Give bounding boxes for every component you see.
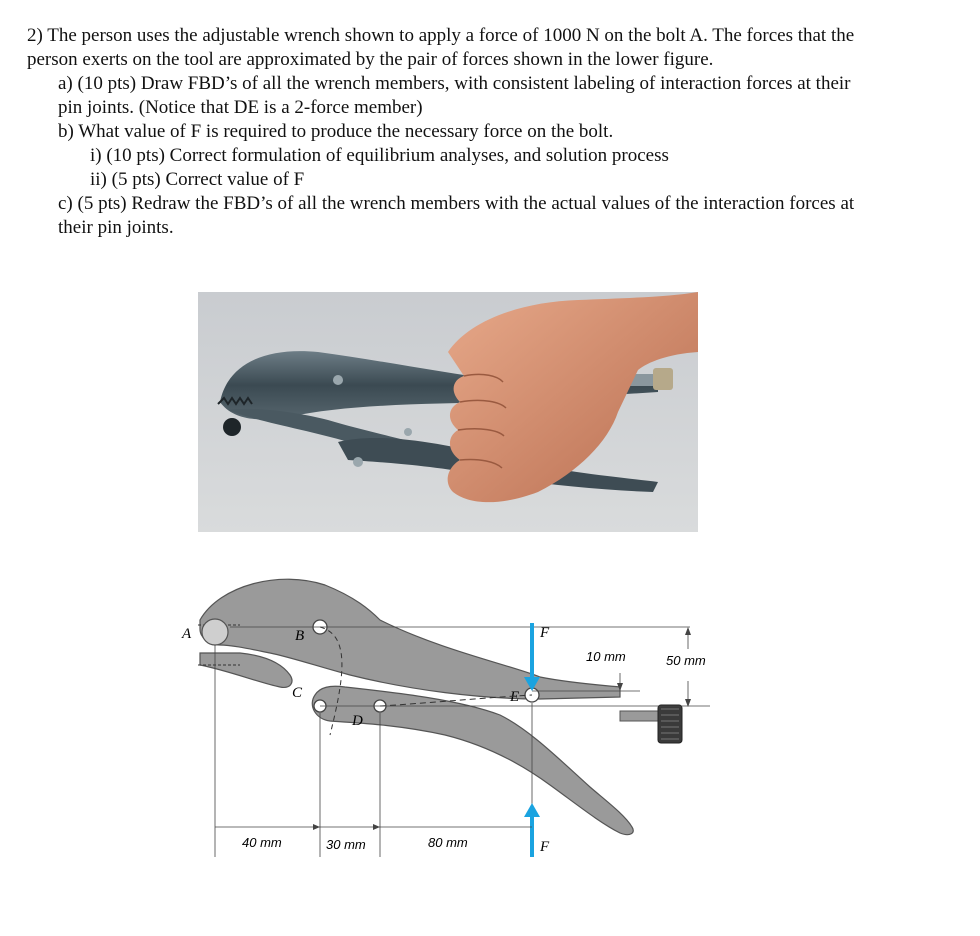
wrench-photo	[198, 292, 698, 532]
bolt-a	[202, 619, 228, 645]
dim-30mm: 30 mm	[326, 837, 366, 852]
label-c: C	[292, 685, 303, 701]
adjusting-knob	[658, 705, 682, 743]
label-d: D	[352, 713, 363, 729]
part-b-i: i) (10 pts) Correct formulation of equilibrium analyses, and solution process	[90, 145, 669, 166]
part-a-line-1: a) (10 pts) Draw FBD’s of all the wrench members, with consistent labeling of interaction forces at their	[58, 73, 851, 94]
problem-line-2: person exerts on the tool are approximated by the pair of forces shown in the lower figure.	[27, 49, 714, 70]
part-c-line-1: c) (5 pts) Redraw the FBD’s of all the wrench members with the actual values of the interaction forces at	[58, 193, 855, 214]
problem-line-1: 2) The person uses the adjustable wrench shown to apply a force of 1000 N on the bolt A. The forces that the	[27, 25, 855, 46]
part-a-line-2: pin joints. (Notice that DE is a 2-force member)	[58, 97, 423, 118]
dim-40mm: 40 mm	[242, 835, 282, 850]
label-a: A	[182, 626, 192, 642]
force-label-top: F	[540, 625, 550, 641]
dim-50mm: 50 mm	[666, 653, 706, 668]
lower-jaw	[200, 653, 292, 687]
part-b: b) What value of F is required to produce the necessary force on the bolt.	[58, 121, 614, 142]
wrench-diagram	[180, 565, 740, 865]
label-b: B	[295, 628, 305, 644]
dim-10mm: 10 mm	[586, 649, 626, 664]
part-c-line-2: their pin joints.	[58, 217, 174, 238]
label-e: E	[510, 689, 520, 705]
lower-handle	[312, 686, 633, 834]
force-label-bottom: F	[540, 839, 550, 855]
dim-80mm: 80 mm	[428, 835, 468, 850]
part-b-ii: ii) (5 pts) Correct value of F	[90, 169, 305, 190]
